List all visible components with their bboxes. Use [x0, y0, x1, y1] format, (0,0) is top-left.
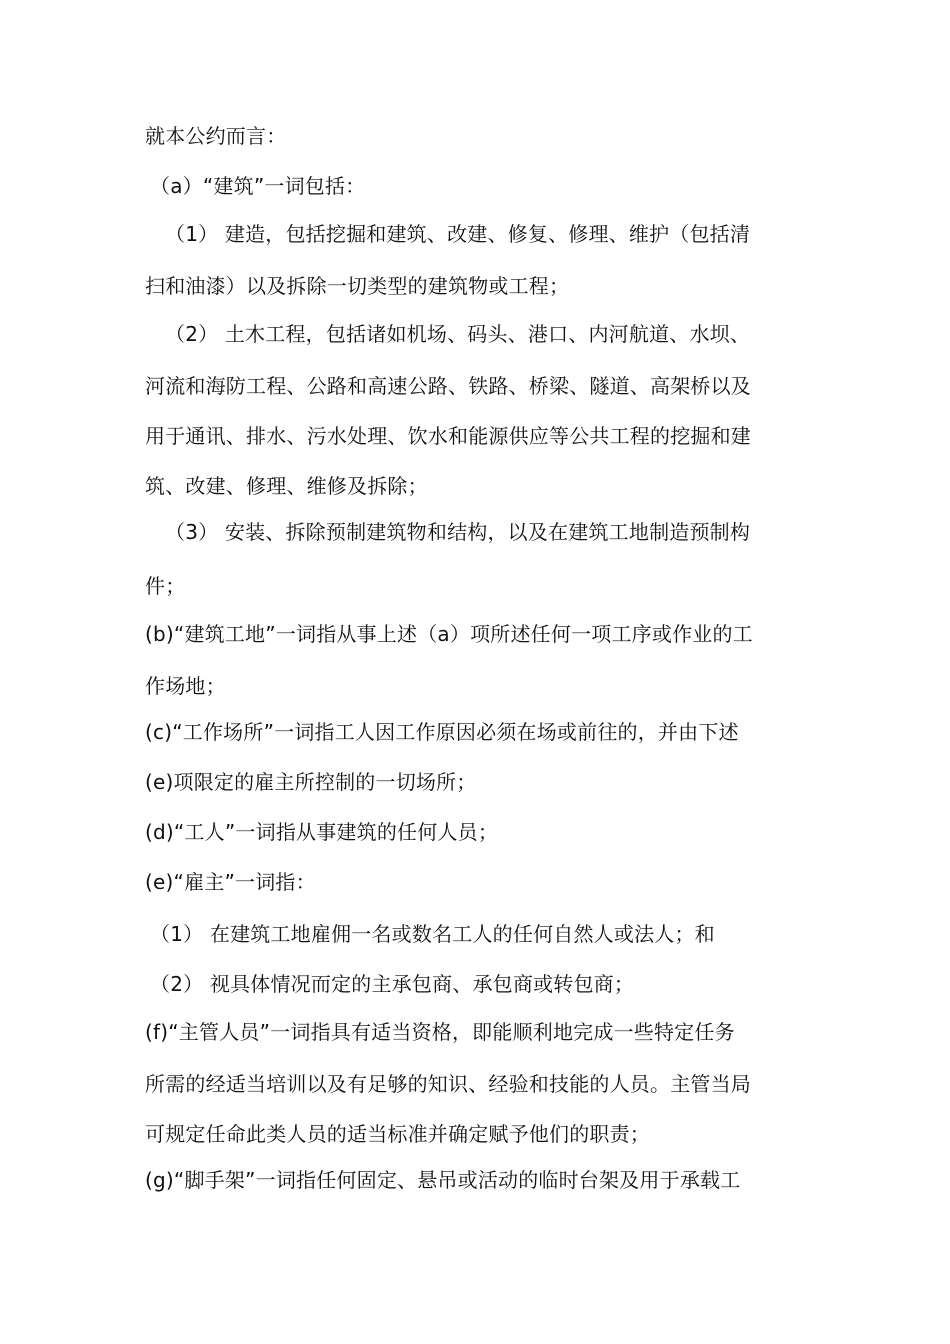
clause-a3-line1: （3） 安装、拆除预制建筑物和结构，以及在建筑工地制造预制构 — [165, 520, 751, 544]
clause-a2-line2: 河流和海防工程、公路和高速公路、铁路、桥梁、隧道、高架桥以及 — [145, 374, 751, 398]
clause-g-line1: (g)“脚手架”一词指任何固定、悬吊或活动的临时台架及用于承载工 — [145, 1168, 741, 1192]
clause-a2-line3: 用于通讯、排水、污水处理、饮水和能源供应等公共工程的挖掘和建 — [145, 424, 751, 448]
clause-c-line1: (c)“工作场所”一词指工人因工作原因必须在场或前往的，并由下述 — [145, 720, 739, 744]
clause-f-line3: 可规定任命此类人员的适当标准并确定赋予他们的职责； — [145, 1122, 650, 1146]
clause-c-line2: (e)项限定的雇主所控制的一切场所； — [145, 770, 477, 794]
clause-a1-line1: （1） 建造，包括挖掘和建筑、改建、修复、修理、维护（包括清 — [165, 222, 751, 246]
clause-b-line2: 作场地； — [145, 674, 226, 698]
clause-d: (d)“工人”一词指从事建筑的任何人员； — [145, 820, 499, 844]
clause-f-line2: 所需的经适当培训以及有足够的知识、经验和技能的人员。主管当局 — [145, 1072, 751, 1096]
clause-a3-line2: 件； — [145, 574, 186, 598]
clause-a2-line1: （2） 土木工程，包括诸如机场、码头、港口、内河航道、水坝、 — [165, 322, 751, 346]
clause-e1: （1） 在建筑工地雇佣一名或数名工人的任何自然人或法人；和 — [150, 922, 715, 946]
clause-a-heading: （a）“建筑”一词包括： — [150, 174, 366, 198]
clause-e2: （2） 视具体情况而定的主承包商、承包商或转包商； — [150, 972, 635, 996]
clause-f-line1: (f)“主管人员”一词指具有适当资格，即能顺利地完成一些特定任务 — [145, 1020, 735, 1044]
clause-e-heading: (e)“雇主”一词指： — [145, 870, 316, 894]
clause-a2-line4: 筑、改建、修理、维修及拆除； — [145, 474, 428, 498]
clause-b-line1: (b)“建筑工地”一词指从事上述（a）项所述任何一项工序或作业的工 — [145, 622, 753, 646]
clause-a1-line2: 扫和油漆）以及拆除一切类型的建筑物或工程； — [145, 274, 570, 298]
intro-line: 就本公约而言： — [145, 124, 287, 148]
